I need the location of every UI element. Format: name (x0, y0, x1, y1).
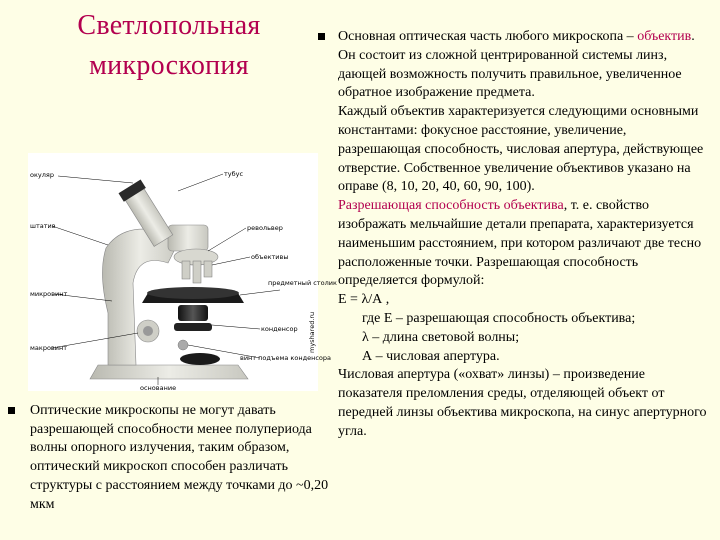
label-base: основание (140, 384, 177, 392)
label-revolver: револьвер (247, 224, 283, 232)
term-resolution: Разрешающая способность объектива (338, 198, 564, 214)
left-bullet-marker (8, 407, 15, 414)
p3-post-text: , т. е. свойство изображать мельчайшие детали препарата, характеризуется наименьшим расстоянием, при котором различают две тесно расположенные точки. Разрешающая способность определяется формулой: (338, 198, 702, 289)
figure-watermark: myshared.ru (308, 311, 316, 353)
right-bullet-text (338, 28, 710, 442)
condenser-ring-shape (174, 323, 212, 331)
paragraph-constants: Каждый объектив характеризуется следующими основными константами: фокусное расстояние, увеличение, разрешающая способность, числовая апертура, действующее отверстие. Собственное увеличение объективов указано на оправе (8, 10, 20, 40, 60, 90, 100). (338, 104, 704, 195)
p1-post-text: . Он состоит из сложной центрированной системы линз, дающей возможность получить правильное, увеличенное обратное изображение предмета. (338, 29, 695, 101)
term-objective: объектив (637, 29, 692, 44)
label-micro-screw: микровинт (30, 290, 68, 298)
formula-where-1: где Е – разрешающая способность объектива; (362, 310, 636, 326)
label-stand: штатив (30, 222, 56, 230)
head-shape (168, 225, 208, 251)
condenser-shape (178, 305, 208, 321)
objective-3-shape (204, 261, 212, 277)
condenser-knob-shape (178, 340, 188, 350)
objective-1-shape (182, 261, 190, 279)
p1-pre-text: Основная оптическая часть любого микроскопа – (338, 29, 638, 44)
paragraph-resolution (338, 197, 710, 291)
objective-2-shape (193, 261, 201, 283)
label-tube: тубус (224, 170, 244, 178)
left-bullet-text: Оптические микроскопы не могут давать разрешающей способности менее полупериода волны опорного излучения, таким образом, оптический микроскоп способен различать структуры с расстоянием между точками до ~0,20 мкм (30, 403, 329, 512)
label-condenser-screw: винт подъема конденсора (240, 354, 331, 362)
label-condenser: конденсор (261, 325, 298, 333)
lamp-shape (180, 353, 220, 365)
title-line-2: микроскопия (89, 50, 249, 81)
microscope-figure (28, 153, 337, 392)
title-line-1: Светлопольная (77, 10, 261, 41)
microscope-illustration (28, 153, 337, 392)
formula-where-2: λ – длина световой волны; (362, 329, 520, 345)
label-eyepiece: окуляр (30, 171, 54, 179)
formula: Е = λ/А , (338, 292, 390, 308)
label-macro-screw: макровинт (30, 344, 68, 352)
paragraph-objective (338, 28, 710, 103)
base-shape (90, 365, 248, 379)
label-objectives: объективы (251, 253, 289, 261)
paragraph-aperture: Числовая апертура («охват» линзы) – произведение показателя преломления среды, отделяющей объект от передней линзы объектива микроскопа, на синус апертурного угла. (338, 367, 707, 439)
slide-title (20, 6, 318, 86)
label-stage: предметный столик (268, 279, 337, 287)
stage-top-shape (147, 287, 239, 299)
right-bullet-marker (318, 33, 325, 40)
formula-where-3: А – числовая апертура. (362, 348, 500, 364)
micro-knob-shape (143, 326, 153, 336)
